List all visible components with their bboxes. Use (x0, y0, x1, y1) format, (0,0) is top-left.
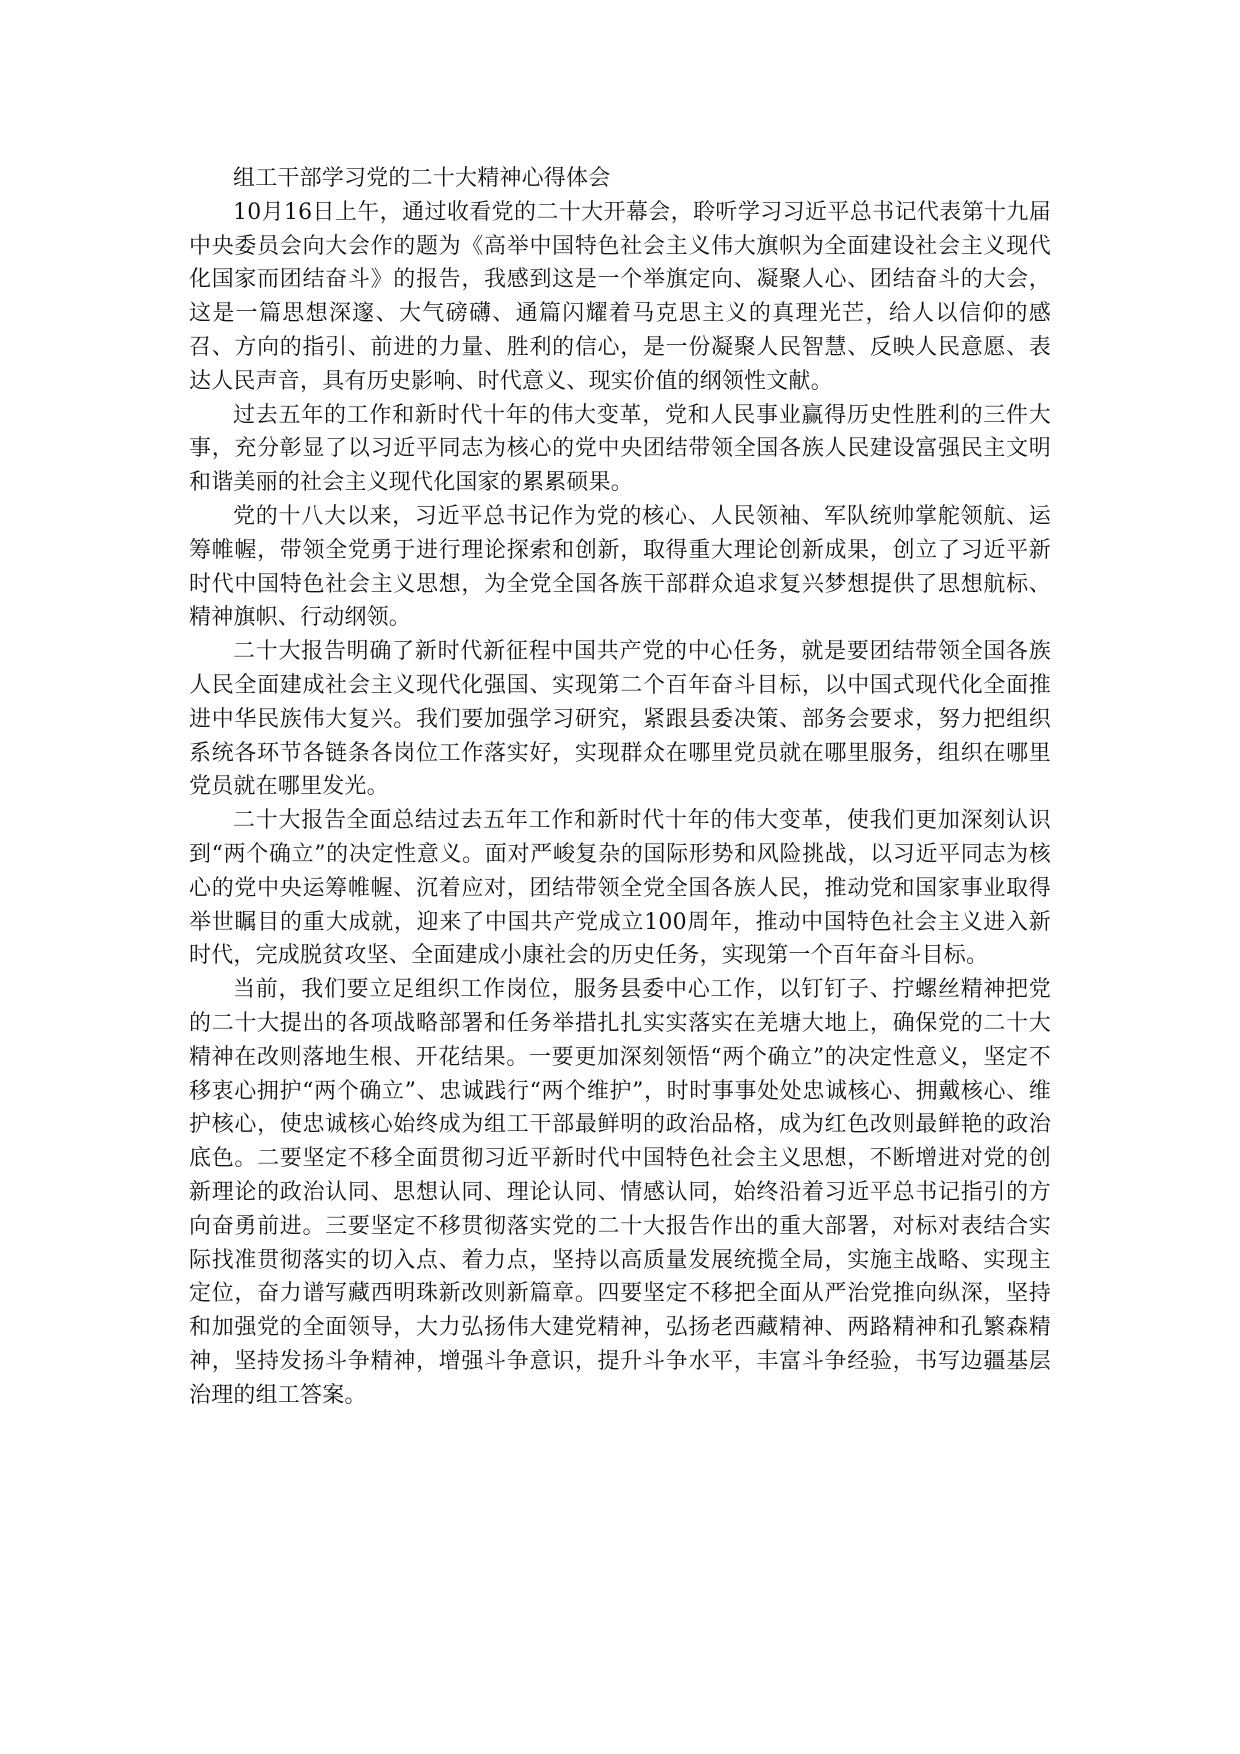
paragraph: 当前，我们要立足组织工作岗位，服务县委中心工作，以钉钉子、拧螺丝精神把党的二十大提出的各项战略部署和任务举措扎扎实实落实在羌塘大地上，确保党的二十大精神在改则落地生根、开花结果。一要更加深刻领悟“两个确立”的决定性意义，坚定不移衷心拥护“两个确立”、忠诚践行“两个维护”，时时事事处处忠诚核心、拥戴核心、维护核心，使忠诚核心始终成为组工干部最鲜明的政治品格，成为红色改则最鲜艳的政治底色。二要坚定不移全面贯彻习近平新时代中国特色社会主义思想，不断增进对党的创新理论的政治认同、思想认同、理论认同、情感认同，始终沿着习近平总书记指引的方向奋勇前进。三要坚定不移贯彻落实党的二十大报告作出的重大部署，对标对表结合实际找准贯彻落实的切入点、着力点，坚持以高质量发展统揽全局，实施主战略、实现主定位，奋力谱写藏西明珠新改则新篇章。四要坚定不移把全面从严治党推向纵深，坚持和加强党的全面领导，大力弘扬伟大建党精神，弘扬老西藏精神、两路精神和孔繁森精神，坚持发扬斗争精神，增强斗争意识，提升斗争水平，丰富斗争经验，书写边疆基层治理的组工答案。 (189, 977, 1051, 1408)
document-title: 组工干部学习党的二十大精神心得体会 (233, 166, 611, 191)
document-body (189, 162, 1051, 1412)
paragraph: 党的十八大以来，习近平总书记作为党的核心、人民领袖、军队统帅掌舵领航、运筹帷幄，带领全党勇于进行理论探索和创新，取得重大理论创新成果，创立了习近平新时代中国特色社会主义思想，为全党全国各族干部群众追求复兴梦想提供了思想航标、精神旗帜、行动纲领。 (189, 503, 1051, 631)
paragraph: 10月16日上午，通过收看党的二十大开幕会，聆听学习习近平总书记代表第十九届中央委员会向大会作的题为《高举中国特色社会主义伟大旗帜为全面建设社会主义现代化国家而团结奋斗》的报告，我感到这是一个举旗定向、凝聚人心、团结奋斗的大会，这是一篇思想深邃、大气磅礴、通篇闪耀着马克思主义的真理光芒，给人以信仰的感召、方向的指引、前进的力量、胜利的信心，是一份凝聚人民智慧、反映人民意愿、表达人民声音，具有历史影响、时代意义、现实价值的纲领性文献。 (189, 199, 1051, 394)
paragraph: 二十大报告全面总结过去五年工作和新时代十年的伟大变革，使我们更加深刻认识到“两个确立”的决定性意义。面对严峻复杂的国际形势和风险挑战，以习近平同志为核心的党中央运筹帷幄、沉着应对，团结带领全党全国各族人民，推动党和国家事业取得举世瞩目的重大成就，迎来了中国共产党成立100周年，推动中国特色社会主义进入新时代，完成脱贫攻坚、全面建成小康社会的历史任务，实现第一个百年奋斗目标。 (189, 808, 1051, 969)
paragraph: 过去五年的工作和新时代十年的伟大变革，党和人民事业赢得历史性胜利的三件大事，充分彰显了以习近平同志为核心的党中央团结带领全国各族人民建设富强民主文明和谐美丽的社会主义现代化国家的累累硕果。 (189, 402, 1051, 496)
paragraph: 二十大报告明确了新时代新征程中国共产党的中心任务，就是要团结带领全国各族人民全面建成社会主义现代化强国、实现第二个百年奋斗目标，以中国式现代化全面推进中华民族伟大复兴。我们要加强学习研究，紧跟县委决策、部务会要求，努力把组织系统各环节各链条各岗位工作落实好，实现群众在哪里党员就在哪里服务，组织在哪里党员就在哪里发光。 (189, 639, 1051, 800)
